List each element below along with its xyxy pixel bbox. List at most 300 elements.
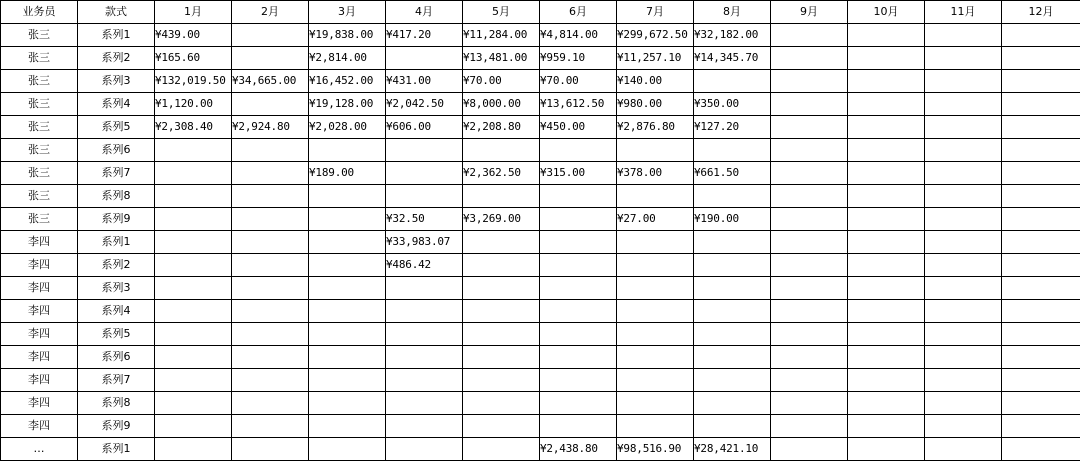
month-value-cell[interactable] — [771, 116, 848, 139]
table-row — [1, 93, 1080, 116]
column-header[interactable]: 10月 — [848, 1, 925, 24]
month-value-cell[interactable] — [155, 208, 232, 231]
month-value-cell[interactable] — [540, 231, 617, 254]
month-value-cell[interactable] — [1002, 392, 1080, 415]
month-value-cell[interactable] — [925, 47, 1002, 70]
month-value-cell[interactable]: ¥32,182.00 — [694, 24, 771, 47]
month-value-cell[interactable] — [771, 323, 848, 346]
month-value-cell[interactable] — [540, 369, 617, 392]
month-value-cell[interactable] — [771, 438, 848, 461]
month-value-cell[interactable] — [617, 392, 694, 415]
salesperson-cell[interactable]: … — [1, 438, 78, 461]
month-value-cell[interactable] — [540, 300, 617, 323]
month-value-cell[interactable] — [1002, 323, 1080, 346]
month-value-cell[interactable] — [309, 208, 386, 231]
month-value-cell[interactable] — [232, 277, 309, 300]
salesperson-cell[interactable]: 李四 — [1, 369, 78, 392]
column-header[interactable]: 11月 — [925, 1, 1002, 24]
month-value-cell[interactable]: ¥13,612.50 — [540, 93, 617, 116]
style-cell[interactable]: 系列9 — [78, 415, 155, 438]
month-value-cell[interactable]: ¥11,257.10 — [617, 47, 694, 70]
month-value-cell[interactable] — [309, 231, 386, 254]
month-value-cell[interactable] — [155, 162, 232, 185]
column-header[interactable]: 9月 — [771, 1, 848, 24]
month-value-cell[interactable] — [232, 162, 309, 185]
month-value-cell[interactable] — [540, 277, 617, 300]
column-header[interactable]: 1月 — [155, 1, 232, 24]
month-value-cell[interactable]: ¥450.00 — [540, 116, 617, 139]
month-value-cell[interactable] — [694, 185, 771, 208]
month-value-cell[interactable] — [771, 162, 848, 185]
month-value-cell[interactable] — [155, 346, 232, 369]
salesperson-cell[interactable]: 李四 — [1, 231, 78, 254]
month-value-cell[interactable] — [925, 208, 1002, 231]
month-value-cell[interactable] — [232, 438, 309, 461]
month-value-cell[interactable] — [925, 116, 1002, 139]
month-value-cell[interactable] — [1002, 70, 1080, 93]
salesperson-cell[interactable]: 张三 — [1, 116, 78, 139]
month-value-cell[interactable] — [309, 438, 386, 461]
month-value-cell[interactable] — [617, 346, 694, 369]
month-value-cell[interactable]: ¥11,284.00 — [463, 24, 540, 47]
month-value-cell[interactable]: ¥378.00 — [617, 162, 694, 185]
month-value-cell[interactable]: ¥127.20 — [694, 116, 771, 139]
month-value-cell[interactable] — [848, 185, 925, 208]
month-value-cell[interactable]: ¥2,924.80 — [232, 116, 309, 139]
column-header[interactable]: 3月 — [309, 1, 386, 24]
salesperson-cell[interactable]: 张三 — [1, 24, 78, 47]
month-value-cell[interactable] — [463, 254, 540, 277]
month-value-cell[interactable] — [848, 346, 925, 369]
month-value-cell[interactable] — [463, 300, 540, 323]
month-value-cell[interactable] — [617, 300, 694, 323]
month-value-cell[interactable] — [1002, 162, 1080, 185]
month-value-cell[interactable] — [848, 208, 925, 231]
month-value-cell[interactable] — [848, 70, 925, 93]
table-row — [1, 208, 1080, 231]
month-value-cell[interactable] — [232, 254, 309, 277]
style-cell[interactable]: 系列4 — [78, 300, 155, 323]
month-value-cell[interactable]: ¥8,000.00 — [463, 93, 540, 116]
month-value-cell[interactable]: ¥350.00 — [694, 93, 771, 116]
month-value-cell[interactable] — [694, 415, 771, 438]
month-value-cell[interactable]: ¥28,421.10 — [694, 438, 771, 461]
month-value-cell[interactable] — [309, 415, 386, 438]
month-value-cell[interactable] — [925, 254, 1002, 277]
month-value-cell[interactable] — [232, 392, 309, 415]
month-value-cell[interactable] — [463, 369, 540, 392]
month-value-cell[interactable]: ¥190.00 — [694, 208, 771, 231]
salesperson-cell[interactable]: 李四 — [1, 277, 78, 300]
month-value-cell[interactable] — [463, 438, 540, 461]
month-value-cell[interactable] — [694, 254, 771, 277]
column-header[interactable]: 6月 — [540, 1, 617, 24]
month-value-cell[interactable] — [848, 369, 925, 392]
month-value-cell[interactable] — [309, 185, 386, 208]
month-value-cell[interactable] — [155, 369, 232, 392]
month-value-cell[interactable] — [617, 369, 694, 392]
style-cell[interactable]: 系列4 — [78, 93, 155, 116]
month-value-cell[interactable] — [463, 346, 540, 369]
month-value-cell[interactable]: ¥132,019.50 — [155, 70, 232, 93]
month-value-cell[interactable] — [1002, 47, 1080, 70]
month-value-cell[interactable] — [309, 346, 386, 369]
month-value-cell[interactable] — [617, 231, 694, 254]
salesperson-cell[interactable]: 李四 — [1, 300, 78, 323]
month-value-cell[interactable] — [617, 254, 694, 277]
style-cell[interactable]: 系列6 — [78, 139, 155, 162]
month-value-cell[interactable] — [1002, 185, 1080, 208]
style-cell[interactable]: 系列8 — [78, 185, 155, 208]
table-row — [1, 24, 1080, 47]
month-value-cell[interactable] — [617, 139, 694, 162]
month-value-cell[interactable] — [386, 369, 463, 392]
column-header[interactable]: 8月 — [694, 1, 771, 24]
month-value-cell[interactable]: ¥33,983.07 — [386, 231, 463, 254]
month-value-cell[interactable] — [309, 323, 386, 346]
salesperson-cell[interactable]: 李四 — [1, 392, 78, 415]
month-value-cell[interactable] — [463, 139, 540, 162]
month-value-cell[interactable] — [617, 323, 694, 346]
month-value-cell[interactable]: ¥3,269.00 — [463, 208, 540, 231]
month-value-cell[interactable] — [386, 162, 463, 185]
month-value-cell[interactable]: ¥16,452.00 — [309, 70, 386, 93]
style-cell[interactable]: 系列5 — [78, 323, 155, 346]
month-value-cell[interactable]: ¥439.00 — [155, 24, 232, 47]
month-value-cell[interactable] — [1002, 415, 1080, 438]
month-value-cell[interactable] — [771, 300, 848, 323]
month-value-cell[interactable] — [771, 208, 848, 231]
month-value-cell[interactable]: ¥2,308.40 — [155, 116, 232, 139]
month-value-cell[interactable] — [925, 300, 1002, 323]
month-value-cell[interactable] — [232, 346, 309, 369]
month-value-cell[interactable] — [694, 139, 771, 162]
month-value-cell[interactable] — [386, 277, 463, 300]
month-value-cell[interactable] — [232, 415, 309, 438]
month-value-cell[interactable] — [925, 346, 1002, 369]
style-cell[interactable]: 系列1 — [78, 24, 155, 47]
table-row — [1, 116, 1080, 139]
month-value-cell[interactable]: ¥606.00 — [386, 116, 463, 139]
month-value-cell[interactable] — [848, 24, 925, 47]
month-value-cell[interactable] — [848, 162, 925, 185]
month-value-cell[interactable] — [155, 438, 232, 461]
month-value-cell[interactable] — [617, 415, 694, 438]
month-value-cell[interactable] — [463, 277, 540, 300]
column-header[interactable]: 4月 — [386, 1, 463, 24]
month-value-cell[interactable]: ¥165.60 — [155, 47, 232, 70]
month-value-cell[interactable] — [463, 231, 540, 254]
month-value-cell[interactable] — [771, 231, 848, 254]
month-value-cell[interactable]: ¥2,028.00 — [309, 116, 386, 139]
month-value-cell[interactable] — [771, 185, 848, 208]
month-value-cell[interactable]: ¥189.00 — [309, 162, 386, 185]
table-row — [1, 323, 1080, 346]
month-value-cell[interactable] — [925, 323, 1002, 346]
salesperson-cell[interactable]: 李四 — [1, 323, 78, 346]
month-value-cell[interactable] — [925, 162, 1002, 185]
salesperson-cell[interactable]: 李四 — [1, 254, 78, 277]
table-row — [1, 139, 1080, 162]
month-value-cell[interactable] — [771, 415, 848, 438]
table-row — [1, 70, 1080, 93]
table-row — [1, 185, 1080, 208]
month-value-cell[interactable] — [1002, 208, 1080, 231]
month-value-cell[interactable] — [232, 231, 309, 254]
month-value-cell[interactable] — [232, 93, 309, 116]
month-value-cell[interactable] — [232, 300, 309, 323]
month-value-cell[interactable] — [1002, 231, 1080, 254]
table-row — [1, 300, 1080, 323]
month-value-cell[interactable]: ¥2,876.80 — [617, 116, 694, 139]
month-value-cell[interactable]: ¥431.00 — [386, 70, 463, 93]
month-value-cell[interactable] — [232, 139, 309, 162]
month-value-cell[interactable] — [155, 277, 232, 300]
month-value-cell[interactable] — [540, 185, 617, 208]
month-value-cell[interactable] — [155, 323, 232, 346]
style-cell[interactable]: 系列1 — [78, 438, 155, 461]
month-value-cell[interactable] — [1002, 116, 1080, 139]
month-value-cell[interactable] — [925, 139, 1002, 162]
month-value-cell[interactable] — [540, 208, 617, 231]
month-value-cell[interactable] — [155, 392, 232, 415]
month-value-cell[interactable]: ¥486.42 — [386, 254, 463, 277]
month-value-cell[interactable] — [771, 93, 848, 116]
month-value-cell[interactable] — [694, 369, 771, 392]
month-value-cell[interactable] — [694, 392, 771, 415]
month-value-cell[interactable] — [309, 300, 386, 323]
month-value-cell[interactable] — [232, 47, 309, 70]
month-value-cell[interactable] — [1002, 139, 1080, 162]
month-value-cell[interactable] — [617, 185, 694, 208]
month-value-cell[interactable]: ¥34,665.00 — [232, 70, 309, 93]
month-value-cell[interactable] — [771, 277, 848, 300]
month-value-cell[interactable] — [925, 24, 1002, 47]
table-row — [1, 277, 1080, 300]
month-value-cell[interactable] — [155, 415, 232, 438]
style-cell[interactable]: 系列5 — [78, 116, 155, 139]
month-value-cell[interactable]: ¥140.00 — [617, 70, 694, 93]
month-value-cell[interactable] — [463, 323, 540, 346]
month-value-cell[interactable] — [848, 392, 925, 415]
month-value-cell[interactable]: ¥417.20 — [386, 24, 463, 47]
month-value-cell[interactable] — [386, 392, 463, 415]
style-cell[interactable]: 系列9 — [78, 208, 155, 231]
column-header[interactable]: 12月 — [1002, 1, 1080, 24]
month-value-cell[interactable] — [848, 323, 925, 346]
month-value-cell[interactable] — [1002, 93, 1080, 116]
month-value-cell[interactable] — [309, 277, 386, 300]
month-value-cell[interactable]: ¥2,042.50 — [386, 93, 463, 116]
style-cell[interactable]: 系列8 — [78, 392, 155, 415]
month-value-cell[interactable] — [925, 369, 1002, 392]
month-value-cell[interactable] — [463, 415, 540, 438]
month-value-cell[interactable] — [925, 392, 1002, 415]
month-value-cell[interactable] — [386, 139, 463, 162]
month-value-cell[interactable]: ¥2,208.80 — [463, 116, 540, 139]
month-value-cell[interactable] — [848, 231, 925, 254]
month-value-cell[interactable] — [155, 231, 232, 254]
salesperson-cell[interactable]: 张三 — [1, 185, 78, 208]
salesperson-cell[interactable]: 张三 — [1, 93, 78, 116]
month-value-cell[interactable] — [386, 323, 463, 346]
month-value-cell[interactable]: ¥315.00 — [540, 162, 617, 185]
month-value-cell[interactable]: ¥13,481.00 — [463, 47, 540, 70]
month-value-cell[interactable] — [232, 369, 309, 392]
month-value-cell[interactable] — [232, 185, 309, 208]
style-cell[interactable]: 系列2 — [78, 254, 155, 277]
month-value-cell[interactable] — [540, 139, 617, 162]
month-value-cell[interactable] — [386, 300, 463, 323]
salesperson-cell[interactable]: 张三 — [1, 70, 78, 93]
month-value-cell[interactable] — [925, 231, 1002, 254]
month-value-cell[interactable] — [848, 277, 925, 300]
style-cell[interactable]: 系列2 — [78, 47, 155, 70]
month-value-cell[interactable] — [848, 47, 925, 70]
month-value-cell[interactable] — [309, 139, 386, 162]
month-value-cell[interactable] — [309, 369, 386, 392]
month-value-cell[interactable] — [925, 277, 1002, 300]
table-row — [1, 254, 1080, 277]
month-value-cell[interactable] — [309, 392, 386, 415]
month-value-cell[interactable] — [1002, 254, 1080, 277]
month-value-cell[interactable] — [540, 392, 617, 415]
salesperson-cell[interactable]: 张三 — [1, 47, 78, 70]
month-value-cell[interactable]: ¥2,438.80 — [540, 438, 617, 461]
salesperson-cell[interactable]: 李四 — [1, 346, 78, 369]
month-value-cell[interactable] — [771, 346, 848, 369]
month-value-cell[interactable] — [463, 392, 540, 415]
table-row — [1, 346, 1080, 369]
month-value-cell[interactable] — [155, 139, 232, 162]
month-value-cell[interactable] — [848, 139, 925, 162]
month-value-cell[interactable] — [540, 415, 617, 438]
month-value-cell[interactable] — [1002, 300, 1080, 323]
month-value-cell[interactable] — [694, 70, 771, 93]
style-cell[interactable]: 系列6 — [78, 346, 155, 369]
month-value-cell[interactable] — [694, 231, 771, 254]
month-value-cell[interactable] — [694, 323, 771, 346]
month-value-cell[interactable] — [386, 346, 463, 369]
month-value-cell[interactable]: ¥4,814.00 — [540, 24, 617, 47]
month-value-cell[interactable]: ¥2,362.50 — [463, 162, 540, 185]
table-row — [1, 47, 1080, 70]
month-value-cell[interactable] — [694, 277, 771, 300]
month-value-cell[interactable] — [771, 139, 848, 162]
header-row — [1, 1, 1080, 24]
month-value-cell[interactable] — [848, 116, 925, 139]
month-value-cell[interactable] — [1002, 24, 1080, 47]
month-value-cell[interactable] — [848, 300, 925, 323]
table-body — [1, 24, 1080, 461]
column-header[interactable]: 7月 — [617, 1, 694, 24]
month-value-cell[interactable] — [309, 254, 386, 277]
month-value-cell[interactable] — [1002, 369, 1080, 392]
month-value-cell[interactable] — [848, 93, 925, 116]
month-value-cell[interactable] — [771, 24, 848, 47]
month-value-cell[interactable] — [771, 70, 848, 93]
month-value-cell[interactable] — [694, 300, 771, 323]
month-value-cell[interactable]: ¥98,516.90 — [617, 438, 694, 461]
month-value-cell[interactable] — [848, 254, 925, 277]
month-value-cell[interactable] — [925, 185, 1002, 208]
month-value-cell[interactable] — [155, 254, 232, 277]
table-row — [1, 162, 1080, 185]
column-header[interactable]: 2月 — [232, 1, 309, 24]
style-cell[interactable]: 系列7 — [78, 369, 155, 392]
column-header[interactable]: 业务员 — [1, 1, 78, 24]
month-value-cell[interactable] — [155, 300, 232, 323]
month-value-cell[interactable]: ¥661.50 — [694, 162, 771, 185]
month-value-cell[interactable] — [232, 323, 309, 346]
month-value-cell[interactable]: ¥70.00 — [463, 70, 540, 93]
month-value-cell[interactable]: ¥27.00 — [617, 208, 694, 231]
salesperson-cell[interactable]: 张三 — [1, 208, 78, 231]
month-value-cell[interactable] — [617, 277, 694, 300]
column-header[interactable]: 款式 — [78, 1, 155, 24]
month-value-cell[interactable] — [848, 438, 925, 461]
salesperson-cell[interactable]: 张三 — [1, 139, 78, 162]
month-value-cell[interactable]: ¥299,672.50 — [617, 24, 694, 47]
month-value-cell[interactable]: ¥32.50 — [386, 208, 463, 231]
month-value-cell[interactable]: ¥19,838.00 — [309, 24, 386, 47]
month-value-cell[interactable] — [386, 415, 463, 438]
style-cell[interactable]: 系列7 — [78, 162, 155, 185]
month-value-cell[interactable] — [1002, 346, 1080, 369]
month-value-cell[interactable] — [925, 93, 1002, 116]
month-value-cell[interactable] — [386, 47, 463, 70]
month-value-cell[interactable]: ¥2,814.00 — [309, 47, 386, 70]
month-value-cell[interactable]: ¥70.00 — [540, 70, 617, 93]
month-value-cell[interactable] — [925, 70, 1002, 93]
month-value-cell[interactable] — [386, 438, 463, 461]
table-row — [1, 415, 1080, 438]
month-value-cell[interactable] — [925, 438, 1002, 461]
style-cell[interactable]: 系列3 — [78, 277, 155, 300]
month-value-cell[interactable] — [771, 369, 848, 392]
month-value-cell[interactable] — [540, 254, 617, 277]
month-value-cell[interactable]: ¥959.10 — [540, 47, 617, 70]
salesperson-cell[interactable]: 张三 — [1, 162, 78, 185]
style-cell[interactable]: 系列1 — [78, 231, 155, 254]
month-value-cell[interactable] — [694, 346, 771, 369]
table-row — [1, 438, 1080, 461]
month-value-cell[interactable] — [771, 254, 848, 277]
table-row — [1, 231, 1080, 254]
month-value-cell[interactable]: ¥1,120.00 — [155, 93, 232, 116]
month-value-cell[interactable] — [540, 323, 617, 346]
month-value-cell[interactable] — [540, 346, 617, 369]
month-value-cell[interactable] — [386, 185, 463, 208]
month-value-cell[interactable] — [1002, 277, 1080, 300]
style-cell[interactable]: 系列3 — [78, 70, 155, 93]
month-value-cell[interactable] — [155, 185, 232, 208]
month-value-cell[interactable]: ¥19,128.00 — [309, 93, 386, 116]
month-value-cell[interactable] — [771, 47, 848, 70]
salesperson-cell[interactable]: 李四 — [1, 415, 78, 438]
month-value-cell[interactable] — [232, 24, 309, 47]
month-value-cell[interactable] — [1002, 438, 1080, 461]
month-value-cell[interactable]: ¥14,345.70 — [694, 47, 771, 70]
month-value-cell[interactable] — [848, 415, 925, 438]
month-value-cell[interactable] — [925, 415, 1002, 438]
month-value-cell[interactable] — [232, 208, 309, 231]
month-value-cell[interactable] — [463, 185, 540, 208]
column-header[interactable]: 5月 — [463, 1, 540, 24]
month-value-cell[interactable] — [771, 392, 848, 415]
table-row — [1, 369, 1080, 392]
month-value-cell[interactable]: ¥980.00 — [617, 93, 694, 116]
